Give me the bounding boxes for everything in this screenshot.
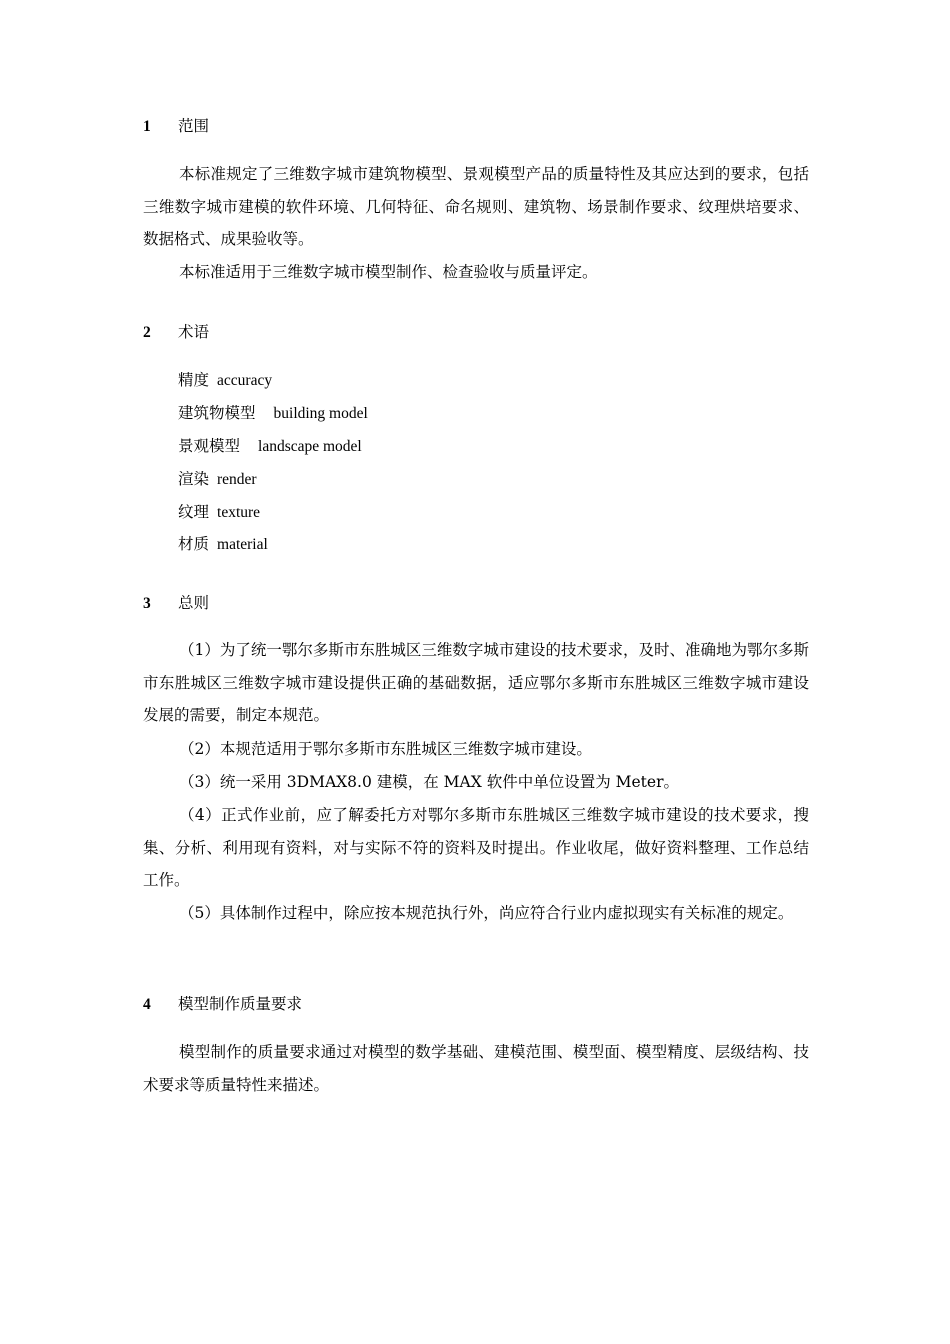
section-3-paragraph-2: （2）本规范适用于鄂尔多斯市东胜城区三维数字城市建设。: [179, 740, 592, 758]
term-zh: 材质: [178, 535, 210, 553]
section-4-paragraph-1: 模型制作的质量要求通过对模型的数学基础、建模范围、模型面、模型精度、层级结构、技术要求等质量特性来描述。: [143, 1043, 809, 1094]
term-item: [178, 436, 362, 457]
section-number: 4: [143, 996, 151, 1013]
term-item: [178, 469, 257, 490]
term-en: material: [217, 536, 268, 553]
section-number: 1: [143, 118, 151, 135]
section-3-paragraph-1: （1）为了统一鄂尔多斯市东胜城区三维数字城市建设的技术要求，及时、准确地为鄂尔多斯市东胜城区三维数字城市建设提供正确的基础数据，适应鄂尔多斯市东胜城区三维数字城市建设发展的需要，制定本规范。: [143, 641, 809, 724]
term-item: [178, 502, 260, 523]
section-number: 3: [143, 595, 151, 612]
term-en: landscape model: [258, 438, 362, 455]
term-item: [178, 534, 268, 555]
section-3-paragraph-3: （3）统一采用 3DMAX8.0 建模，在 MAX 软件中单位设置为 Meter。: [179, 773, 679, 791]
section-1-heading: [143, 116, 209, 137]
term-en: render: [217, 471, 257, 488]
term-zh: 精度: [178, 371, 210, 389]
term-en: accuracy: [217, 372, 273, 389]
section-number: 2: [143, 324, 151, 341]
section-4-heading: [143, 994, 302, 1015]
section-1-paragraph-2: 本标准适用于三维数字城市模型制作、检查验收与质量评定。: [179, 263, 598, 281]
section-3-paragraph-4: （4）正式作业前，应了解委托方对鄂尔多斯市东胜城区三维数字城市建设的技术要求，搜集、分析、利用现有资料，对与实际不符的资料及时提出。作业收尾，做好资料整理、工作总结工作。: [143, 806, 809, 889]
section-title: 范围: [178, 117, 210, 135]
section-3-paragraph-5: （5）具体制作过程中，除应按本规范执行外，尚应符合行业内虚拟现实有关标准的规定。: [179, 904, 794, 922]
term-en: texture: [217, 504, 261, 521]
section-1-paragraph-1: 本标准规定了三维数字城市建筑物模型、景观模型产品的质量特性及其应达到的要求，包括三维数字城市建模的软件环境、几何特征、命名规则、建筑物、场景制作要求、纹理烘培要求、数据格式、成果验收等。: [143, 165, 809, 248]
section-3-heading: [143, 593, 209, 614]
term-zh: 纹理: [178, 503, 210, 521]
term-en: building model: [273, 405, 368, 422]
section-title: 术语: [178, 323, 210, 341]
term-zh: 建筑物模型: [178, 404, 256, 422]
section-title: 模型制作质量要求: [178, 995, 303, 1013]
term-zh: 渲染: [178, 470, 210, 488]
section-2-heading: [143, 322, 209, 343]
section-title: 总则: [178, 594, 210, 612]
term-zh: 景观模型: [178, 437, 241, 455]
term-item: [178, 403, 368, 424]
term-item: [178, 370, 272, 391]
